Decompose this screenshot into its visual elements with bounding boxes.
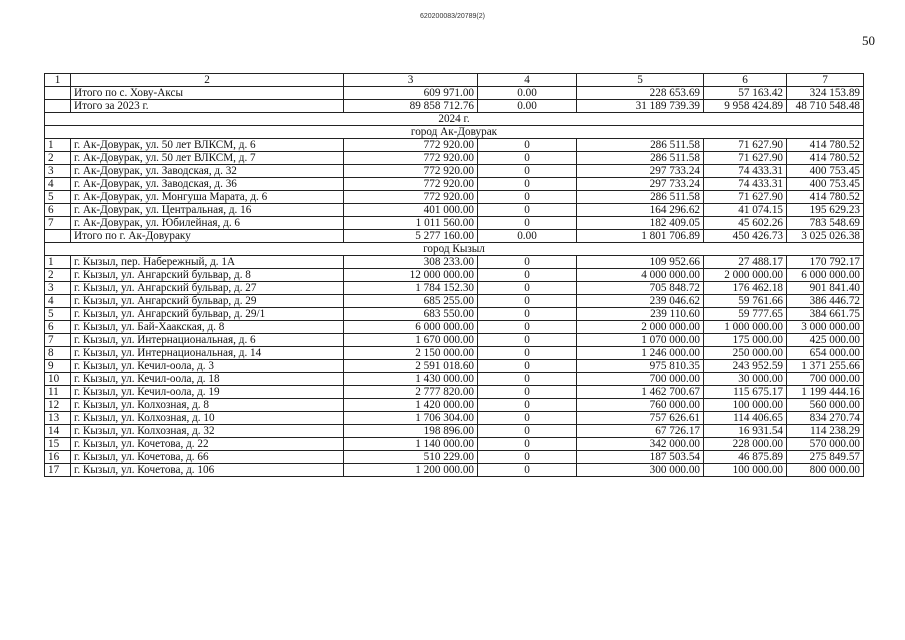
- address-cell: г. Ак-Довурак, ул. 50 лет ВЛКСМ, д. 6: [71, 139, 344, 152]
- amount-cell: 654 000.00: [787, 347, 864, 360]
- amount-cell: 400 753.45: [787, 178, 864, 191]
- table-row: [45, 334, 864, 347]
- amount-cell: 0: [478, 451, 577, 464]
- amount-cell: 175 000.00: [704, 334, 787, 347]
- amount-cell: 425 000.00: [787, 334, 864, 347]
- amount-cell: 187 503.54: [577, 451, 704, 464]
- amount-cell: 2 150 000.00: [344, 347, 478, 360]
- amount-cell: 0: [478, 282, 577, 295]
- total-value: 1 801 706.89: [577, 230, 704, 243]
- total-value: 324 153.89: [787, 87, 864, 100]
- amount-cell: 0: [478, 386, 577, 399]
- amount-cell: 772 920.00: [344, 191, 478, 204]
- row-number: 7: [45, 217, 71, 230]
- amount-cell: 0: [478, 464, 577, 477]
- amount-cell: 12 000 000.00: [344, 269, 478, 282]
- total-value: 9 958 424.89: [704, 100, 787, 113]
- table-row: [45, 282, 864, 295]
- empty-cell: [45, 100, 71, 113]
- amount-cell: 685 255.00: [344, 295, 478, 308]
- total-value: 609 971.00: [344, 87, 478, 100]
- amount-cell: 760 000.00: [577, 399, 704, 412]
- address-cell: г. Кызыл, ул. Интернациональная, д. 6: [71, 334, 344, 347]
- section-title-row: [45, 126, 864, 139]
- address-cell: г. Кызыл, ул. Бай-Хаакская, д. 8: [71, 321, 344, 334]
- table-row: [45, 178, 864, 191]
- amount-cell: 239 046.62: [577, 295, 704, 308]
- total-row: [45, 100, 864, 113]
- amount-cell: 1 430 000.00: [344, 373, 478, 386]
- column-number-row: [45, 74, 864, 87]
- amount-cell: 308 233.00: [344, 256, 478, 269]
- amount-cell: 71 627.90: [704, 139, 787, 152]
- address-cell: г. Кызыл, ул. Ангарский бульвар, д. 29: [71, 295, 344, 308]
- amount-cell: 757 626.61: [577, 412, 704, 425]
- table-row: [45, 347, 864, 360]
- total-value: 0.00: [478, 230, 577, 243]
- address-cell: г. Кызыл, ул. Колхозная, д. 32: [71, 425, 344, 438]
- address-cell: г. Кызыл, ул. Кочетова, д. 106: [71, 464, 344, 477]
- amount-cell: 0: [478, 360, 577, 373]
- row-number: 7: [45, 334, 71, 347]
- amount-cell: 71 627.90: [704, 152, 787, 165]
- total-value: 89 858 712.76: [344, 100, 478, 113]
- column-number: 4: [478, 74, 577, 87]
- amount-cell: 0: [478, 334, 577, 347]
- amount-cell: 1 371 255.66: [787, 360, 864, 373]
- total-value: 5 277 160.00: [344, 230, 478, 243]
- amount-cell: 414 780.52: [787, 152, 864, 165]
- amount-cell: 195 629.23: [787, 204, 864, 217]
- total-row: [45, 230, 864, 243]
- address-cell: г. Кызыл, ул. Колхозная, д. 8: [71, 399, 344, 412]
- table-row: [45, 438, 864, 451]
- amount-cell: 0: [478, 321, 577, 334]
- table-row: [45, 295, 864, 308]
- amount-cell: 3 000 000.00: [787, 321, 864, 334]
- amount-cell: 6 000 000.00: [344, 321, 478, 334]
- amount-cell: 0: [478, 347, 577, 360]
- amount-cell: 414 780.52: [787, 191, 864, 204]
- table-row: [45, 373, 864, 386]
- amount-cell: 772 920.00: [344, 165, 478, 178]
- row-number: 5: [45, 191, 71, 204]
- amount-cell: 0: [478, 191, 577, 204]
- amount-cell: 0: [478, 178, 577, 191]
- amount-cell: 100 000.00: [704, 399, 787, 412]
- row-number: 14: [45, 425, 71, 438]
- amount-cell: 239 110.60: [577, 308, 704, 321]
- amount-cell: 0: [478, 412, 577, 425]
- table-row: [45, 217, 864, 230]
- amount-cell: 683 550.00: [344, 308, 478, 321]
- amount-cell: 1 462 700.67: [577, 386, 704, 399]
- table-row: [45, 308, 864, 321]
- table-row: [45, 412, 864, 425]
- table-row: [45, 360, 864, 373]
- year-row: [45, 113, 864, 126]
- amount-cell: 114 238.29: [787, 425, 864, 438]
- amount-cell: 67 726.17: [577, 425, 704, 438]
- total-label: Итого за 2023 г.: [71, 100, 344, 113]
- amount-cell: 228 000.00: [704, 438, 787, 451]
- amount-cell: 176 462.18: [704, 282, 787, 295]
- row-number: 13: [45, 412, 71, 425]
- row-number: 16: [45, 451, 71, 464]
- table-body: [45, 74, 864, 477]
- amount-cell: 783 548.69: [787, 217, 864, 230]
- amount-cell: 2 591 018.60: [344, 360, 478, 373]
- amount-cell: 0: [478, 269, 577, 282]
- address-cell: г. Кызыл, ул. Ангарский бульвар, д. 8: [71, 269, 344, 282]
- row-number: 10: [45, 373, 71, 386]
- total-label: Итого по с. Хову-Аксы: [71, 87, 344, 100]
- column-number: 1: [45, 74, 71, 87]
- amount-cell: 71 627.90: [704, 191, 787, 204]
- amount-cell: 1 070 000.00: [577, 334, 704, 347]
- address-cell: г. Ак-Довурак, ул. 50 лет ВЛКСМ, д. 7: [71, 152, 344, 165]
- amount-cell: 772 920.00: [344, 178, 478, 191]
- address-cell: г. Кызыл, ул. Кечил-оола, д. 18: [71, 373, 344, 386]
- row-number: 3: [45, 165, 71, 178]
- total-value: 31 189 739.39: [577, 100, 704, 113]
- amount-cell: 41 074.15: [704, 204, 787, 217]
- amount-cell: 2 000 000.00: [704, 269, 787, 282]
- year-label: 2024 г.: [45, 113, 864, 126]
- table-row: [45, 464, 864, 477]
- row-number: 9: [45, 360, 71, 373]
- amount-cell: 59 777.65: [704, 308, 787, 321]
- address-cell: г. Кызыл, пер. Набережный, д. 1А: [71, 256, 344, 269]
- amount-cell: 114 406.65: [704, 412, 787, 425]
- amount-cell: 700 000.00: [577, 373, 704, 386]
- amount-cell: 243 952.59: [704, 360, 787, 373]
- amount-cell: 1 670 000.00: [344, 334, 478, 347]
- table-row: [45, 204, 864, 217]
- amount-cell: 510 229.00: [344, 451, 478, 464]
- amount-cell: 0: [478, 204, 577, 217]
- amount-cell: 1 000 000.00: [704, 321, 787, 334]
- table-row: [45, 321, 864, 334]
- row-number: 5: [45, 308, 71, 321]
- address-cell: г. Кызыл, ул. Ангарский бульвар, д. 29/1: [71, 308, 344, 321]
- column-number: 5: [577, 74, 704, 87]
- address-cell: г. Ак-Довурак, ул. Юбилейная, д. 6: [71, 217, 344, 230]
- table-row: [45, 191, 864, 204]
- address-cell: г. Ак-Довурак, ул. Монгуша Марата, д. 6: [71, 191, 344, 204]
- amount-cell: 342 000.00: [577, 438, 704, 451]
- address-cell: г. Кызыл, ул. Колхозная, д. 10: [71, 412, 344, 425]
- total-value: 0.00: [478, 100, 577, 113]
- amount-cell: 1 246 000.00: [577, 347, 704, 360]
- section-title: город Кызыл: [45, 243, 864, 256]
- row-number: 17: [45, 464, 71, 477]
- amount-cell: 182 409.05: [577, 217, 704, 230]
- amount-cell: 16 931.54: [704, 425, 787, 438]
- amount-cell: 1 706 304.00: [344, 412, 478, 425]
- table-row: [45, 152, 864, 165]
- total-value: 0.00: [478, 87, 577, 100]
- amount-cell: 0: [478, 295, 577, 308]
- amount-cell: 1 140 000.00: [344, 438, 478, 451]
- amount-cell: 0: [478, 152, 577, 165]
- amount-cell: 384 661.75: [787, 308, 864, 321]
- section-title: город Ак-Довурак: [45, 126, 864, 139]
- address-cell: г. Кызыл, ул. Кечил-оола, д. 3: [71, 360, 344, 373]
- amount-cell: 30 000.00: [704, 373, 787, 386]
- amount-cell: 170 792.17: [787, 256, 864, 269]
- amount-cell: 286 511.58: [577, 139, 704, 152]
- amount-cell: 115 675.17: [704, 386, 787, 399]
- address-cell: г. Ак-Довурак, ул. Центральная, д. 16: [71, 204, 344, 217]
- amount-cell: 401 000.00: [344, 204, 478, 217]
- amount-cell: 400 753.45: [787, 165, 864, 178]
- row-number: 3: [45, 282, 71, 295]
- amount-cell: 560 000.00: [787, 399, 864, 412]
- amount-cell: 772 920.00: [344, 139, 478, 152]
- amount-cell: 570 000.00: [787, 438, 864, 451]
- amount-cell: 0: [478, 165, 577, 178]
- row-number: 1: [45, 139, 71, 152]
- amount-cell: 975 810.35: [577, 360, 704, 373]
- amount-cell: 286 511.58: [577, 152, 704, 165]
- registry-table: [44, 73, 864, 477]
- amount-cell: 901 841.40: [787, 282, 864, 295]
- row-number: 4: [45, 295, 71, 308]
- amount-cell: 1 784 152.30: [344, 282, 478, 295]
- amount-cell: 46 875.89: [704, 451, 787, 464]
- amount-cell: 27 488.17: [704, 256, 787, 269]
- table-row: [45, 165, 864, 178]
- section-title-row: [45, 243, 864, 256]
- amount-cell: 74 433.31: [704, 165, 787, 178]
- row-number: 15: [45, 438, 71, 451]
- empty-cell: [45, 87, 71, 100]
- column-number: 6: [704, 74, 787, 87]
- amount-cell: 0: [478, 438, 577, 451]
- address-cell: г. Кызыл, ул. Кечил-оола, д. 19: [71, 386, 344, 399]
- amount-cell: 250 000.00: [704, 347, 787, 360]
- column-number: 7: [787, 74, 864, 87]
- address-cell: г. Кызыл, ул. Кочетова, д. 22: [71, 438, 344, 451]
- amount-cell: 100 000.00: [704, 464, 787, 477]
- amount-cell: 4 000 000.00: [577, 269, 704, 282]
- amount-cell: 0: [478, 399, 577, 412]
- amount-cell: 700 000.00: [787, 373, 864, 386]
- amount-cell: 286 511.58: [577, 191, 704, 204]
- amount-cell: 297 733.24: [577, 165, 704, 178]
- amount-cell: 800 000.00: [787, 464, 864, 477]
- table-row: [45, 399, 864, 412]
- table-row: [45, 425, 864, 438]
- amount-cell: 1 199 444.16: [787, 386, 864, 399]
- amount-cell: 0: [478, 425, 577, 438]
- table-row: [45, 451, 864, 464]
- amount-cell: 705 848.72: [577, 282, 704, 295]
- amount-cell: 834 270.74: [787, 412, 864, 425]
- amount-cell: 59 761.66: [704, 295, 787, 308]
- amount-cell: 386 446.72: [787, 295, 864, 308]
- row-number: 12: [45, 399, 71, 412]
- total-value: 48 710 548.48: [787, 100, 864, 113]
- row-number: 8: [45, 347, 71, 360]
- total-label: Итого по г. Ак-Довураку: [71, 230, 344, 243]
- amount-cell: 414 780.52: [787, 139, 864, 152]
- amount-cell: 2 000 000.00: [577, 321, 704, 334]
- document-id: 620200083/20789(2): [419, 13, 485, 20]
- row-number: 4: [45, 178, 71, 191]
- address-cell: г. Ак-Довурак, ул. Заводская, д. 36: [71, 178, 344, 191]
- total-value: 3 025 026.38: [787, 230, 864, 243]
- amount-cell: 109 952.66: [577, 256, 704, 269]
- table-row: [45, 386, 864, 399]
- column-number: 2: [71, 74, 344, 87]
- address-cell: г. Ак-Довурак, ул. Заводская, д. 32: [71, 165, 344, 178]
- amount-cell: 198 896.00: [344, 425, 478, 438]
- total-value: 228 653.69: [577, 87, 704, 100]
- table-row: [45, 256, 864, 269]
- address-cell: г. Кызыл, ул. Кочетова, д. 66: [71, 451, 344, 464]
- row-number: 1: [45, 256, 71, 269]
- table-row: [45, 269, 864, 282]
- amount-cell: 275 849.57: [787, 451, 864, 464]
- row-number: 6: [45, 321, 71, 334]
- amount-cell: 1 011 560.00: [344, 217, 478, 230]
- amount-cell: 1 200 000.00: [344, 464, 478, 477]
- table-row: [45, 139, 864, 152]
- amount-cell: 0: [478, 217, 577, 230]
- amount-cell: 772 920.00: [344, 152, 478, 165]
- row-number: 6: [45, 204, 71, 217]
- amount-cell: 1 420 000.00: [344, 399, 478, 412]
- row-number: 11: [45, 386, 71, 399]
- total-row: [45, 87, 864, 100]
- amount-cell: 2 777 820.00: [344, 386, 478, 399]
- amount-cell: 0: [478, 373, 577, 386]
- amount-cell: 6 000 000.00: [787, 269, 864, 282]
- column-number: 3: [344, 74, 478, 87]
- row-number: 2: [45, 152, 71, 165]
- amount-cell: 0: [478, 308, 577, 321]
- empty-cell: [45, 230, 71, 243]
- page-number: 50: [862, 33, 875, 48]
- amount-cell: 74 433.31: [704, 178, 787, 191]
- row-number: 2: [45, 269, 71, 282]
- amount-cell: 0: [478, 139, 577, 152]
- address-cell: г. Кызыл, ул. Ангарский бульвар, д. 27: [71, 282, 344, 295]
- amount-cell: 0: [478, 256, 577, 269]
- amount-cell: 300 000.00: [577, 464, 704, 477]
- total-value: 57 163.42: [704, 87, 787, 100]
- total-value: 450 426.73: [704, 230, 787, 243]
- amount-cell: 45 602.26: [704, 217, 787, 230]
- amount-cell: 297 733.24: [577, 178, 704, 191]
- address-cell: г. Кызыл, ул. Интернациональная, д. 14: [71, 347, 344, 360]
- amount-cell: 164 296.62: [577, 204, 704, 217]
